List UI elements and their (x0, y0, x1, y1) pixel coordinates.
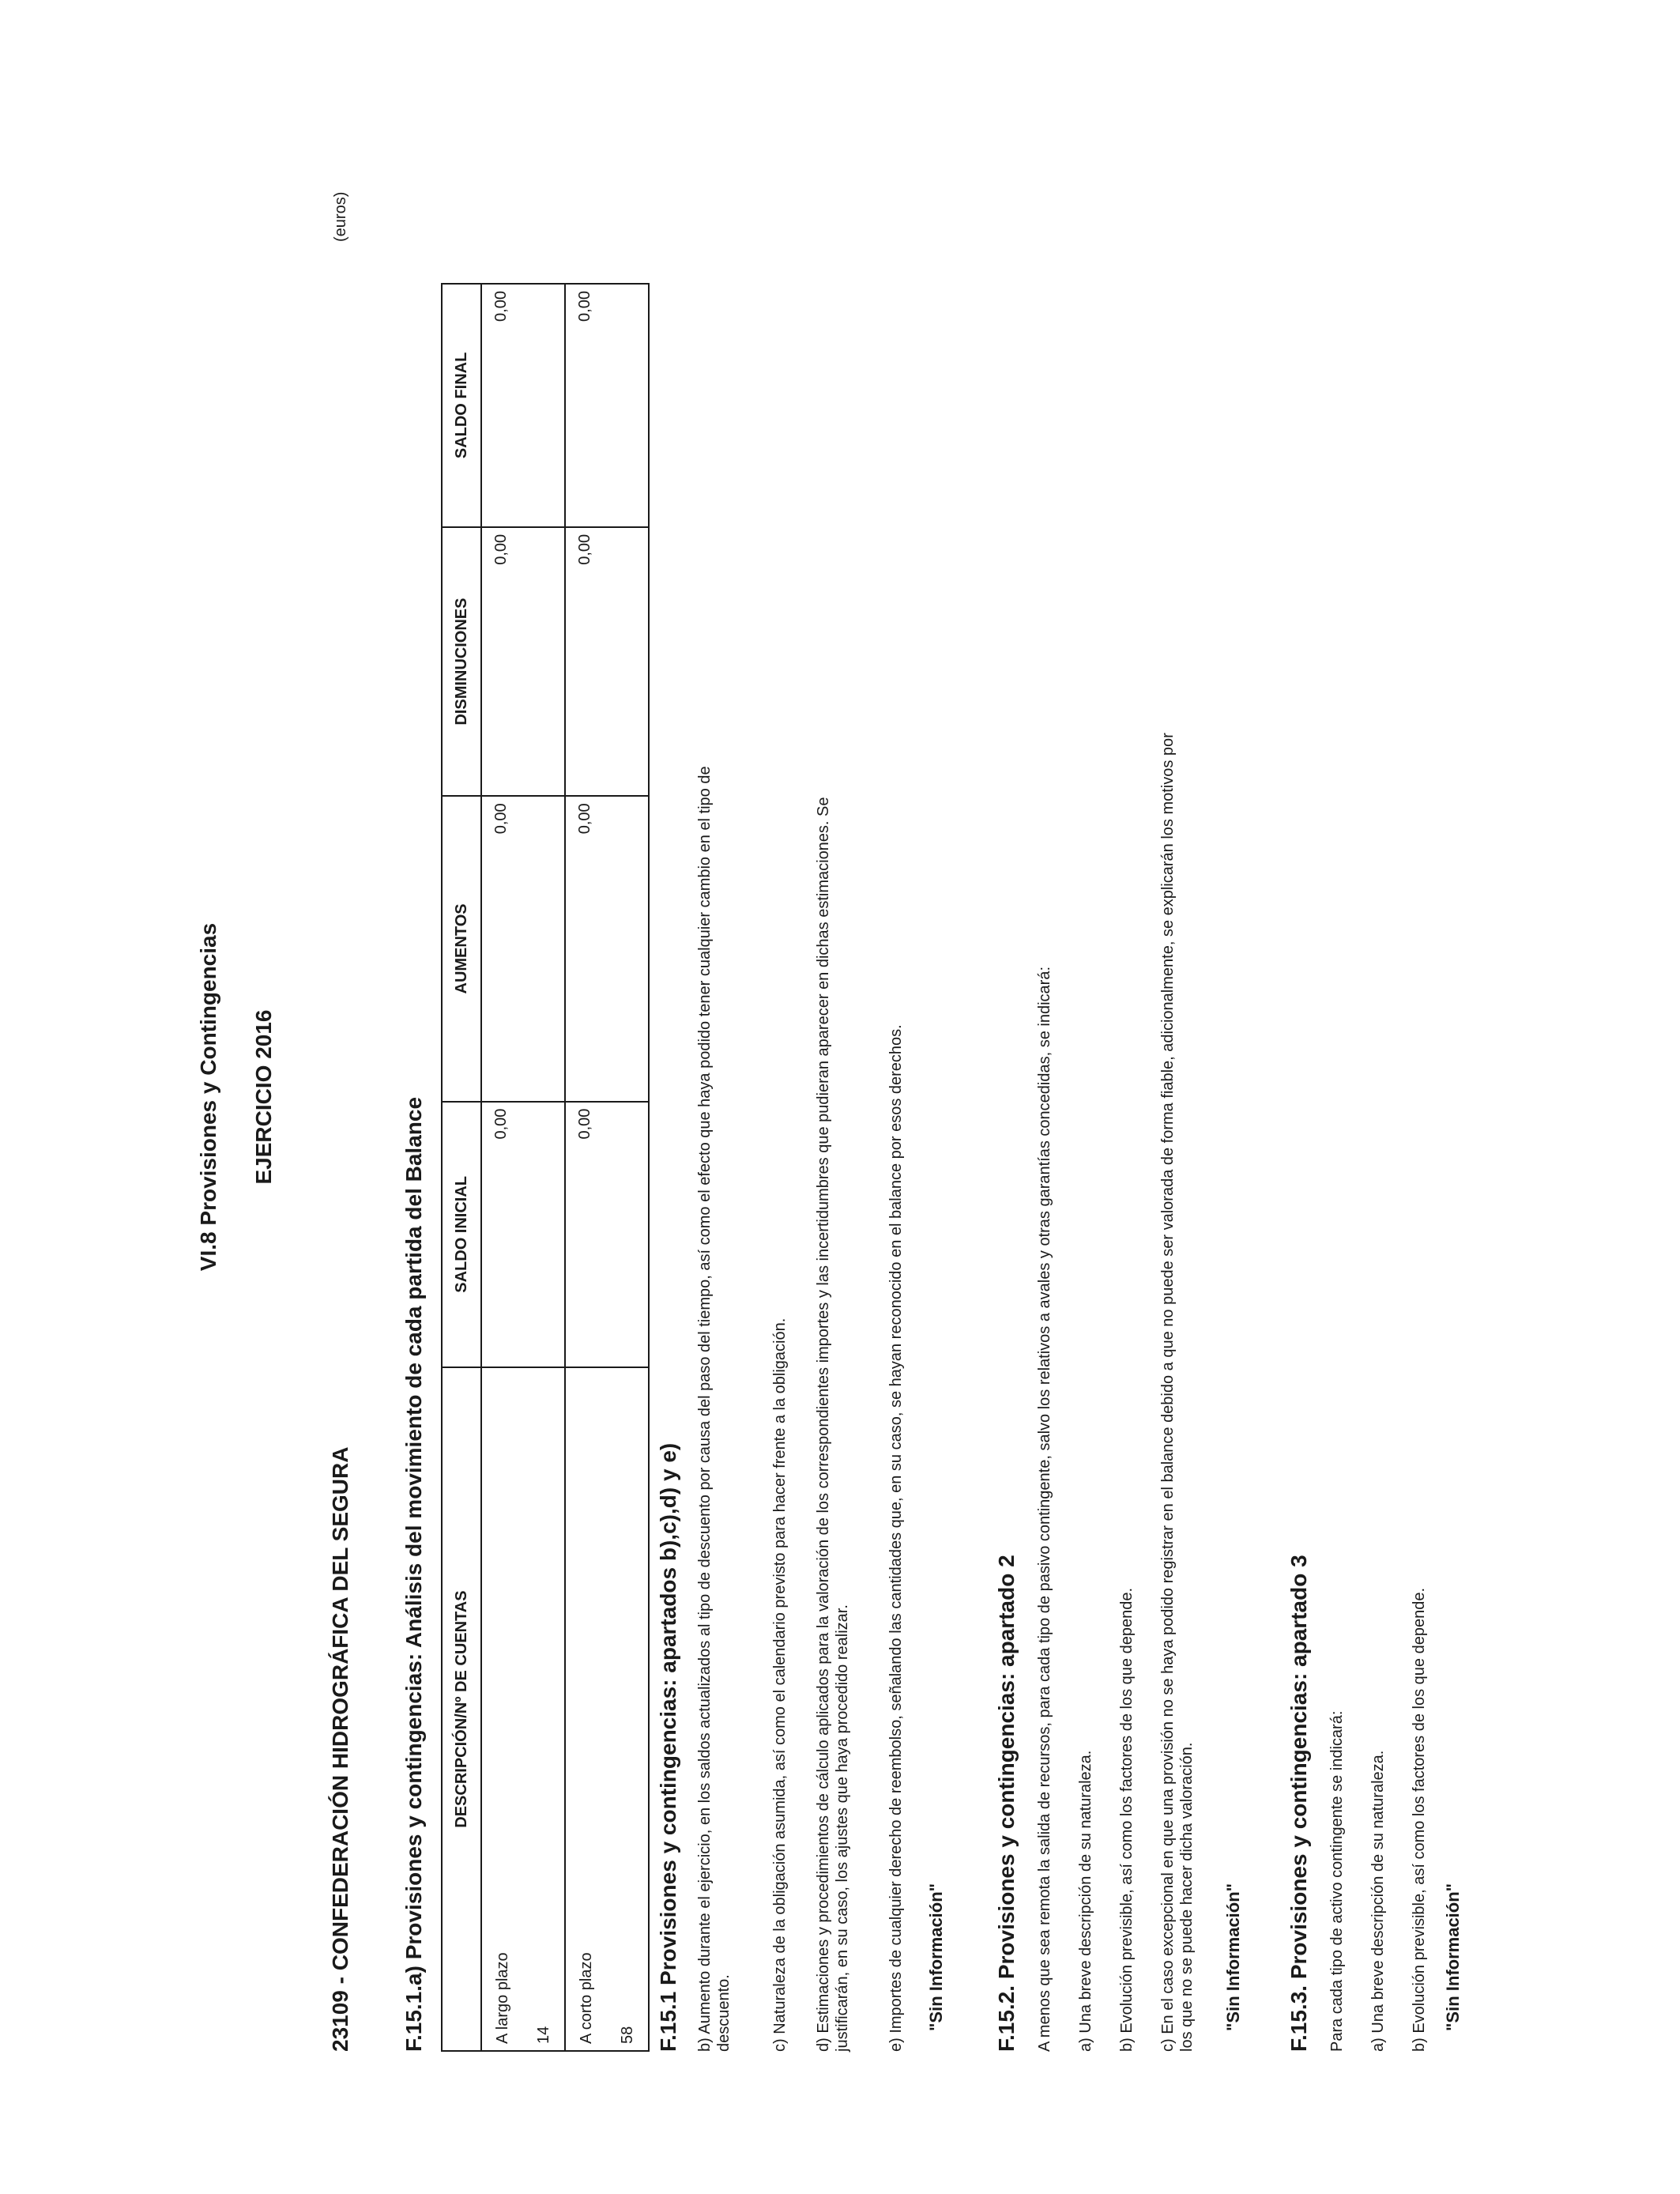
value-aumentos: 0,00 (492, 803, 510, 835)
paragraph-b (695, 345, 733, 2052)
value-saldo-final: 0,00 (492, 291, 510, 322)
paragraph-e: e) Importes de cualquier derecho de reembolso, señalando las cantidades que, en su caso, se hayan reconocido en el balance por esos derechos. (887, 1024, 905, 2052)
paragraph-d-line1: d) Estimaciones y procedimientos de cálculo aplicados para la valoración de los correspondientes importes y las incertidumbres que pudieran aparecer en dichas estimaciones. Se (815, 797, 832, 2052)
no-info-151: "Sin Información" (926, 1883, 946, 2031)
value-aumentos: 0,00 (576, 803, 593, 835)
section-152-b: b) Evolución previsible, así como los factores de los que depende. (1118, 1587, 1136, 2052)
paragraph-b-line2: descuento. (715, 1974, 733, 2052)
paragraph-d-line2: justificarán, en su caso, los ajustes que haya procedido realizar. (834, 1604, 851, 2052)
col-header-aumentos: AUMENTOS (442, 796, 481, 1101)
section-151-title: F.15.1 Provisiones y contingencias: apartados b),c),d) y e) (656, 1442, 680, 2052)
currency-units: (euros) (332, 191, 349, 242)
value-disminuciones: 0,00 (576, 533, 593, 565)
row-description (565, 1367, 649, 2051)
section-153-a: a) Una breve descripción de su naturaleza. (1369, 1750, 1387, 2052)
value-disminuciones: 0,00 (492, 533, 510, 565)
section-152-c (1158, 345, 1196, 2052)
no-info-152: "Sin Información" (1223, 1883, 1243, 2031)
cell-saldo-inicial (481, 1102, 565, 1368)
row-label: A largo plazo (494, 1952, 511, 2044)
fiscal-year: EJERCICIO 2016 (251, 1009, 276, 1185)
col-header-saldo-final: SALDO FINAL (442, 284, 481, 527)
row-accounts: 14 (535, 2026, 552, 2044)
movement-table (441, 283, 650, 2052)
section-153-intro: Para cada tipo de activo contingente se indicará: (1328, 1710, 1346, 2052)
table-row (565, 284, 649, 2051)
section-152-c-line2: los que no se puede hacer dicha valoración. (1178, 1742, 1196, 2052)
row-description (481, 1367, 565, 2051)
section-152-a: a) Una breve descripción de su naturaleza. (1077, 1750, 1094, 2052)
row-accounts: 58 (619, 2026, 636, 2044)
section-153-title: F.15.3. Provisiones y contingencias: apartado 3 (1286, 1555, 1311, 2052)
cell-saldo-final (565, 284, 649, 527)
cell-disminuciones (481, 527, 565, 796)
no-info-153: "Sin Información" (1443, 1883, 1463, 2031)
col-header-saldo-inicial: SALDO INICIAL (442, 1102, 481, 1368)
cell-aumentos (481, 796, 565, 1101)
section-151a-title: F.15.1.a) Provisiones y contingencias: Análisis del movimiento de cada partida del Balance (401, 1096, 426, 2052)
value-saldo-inicial: 0,00 (492, 1108, 510, 1140)
section-152-title: F.15.2. Provisiones y contingencias: apartado 2 (994, 1555, 1019, 2052)
entity-name: 23109 - CONFEDERACIÓN HIDROGRÁFICA DEL SEGURA (328, 1446, 352, 2052)
cell-disminuciones (565, 527, 649, 796)
table-header-row (442, 284, 481, 2051)
paragraph-c: c) Naturaleza de la obligación asumida, así como el calendario previsto para hacer frente a la obligación. (771, 1318, 789, 2052)
paragraph-b-line1: b) Aumento durante el ejercicio, en los saldos actualizados al tipo de descuento por causa del paso del tiempo, así como el efecto que haya podido tener cualquier cambio en el tipo de (696, 766, 714, 2052)
cell-saldo-inicial (565, 1102, 649, 1368)
col-header-disminuciones: DISMINUCIONES (442, 527, 481, 796)
col-header-description: DESCRIPCIÓN/Nº DE CUENTAS (442, 1367, 481, 2051)
paragraph-d (814, 345, 852, 2052)
table-row (481, 284, 565, 2051)
cell-aumentos (565, 796, 649, 1101)
row-label: A corto plazo (578, 1952, 595, 2044)
section-153-b: b) Evolución previsible, así como los factores de los que depende. (1411, 1587, 1428, 2052)
value-saldo-final: 0,00 (576, 291, 593, 322)
section-152-c-line1: c) En el caso excepcional en que una provisión no se haya podido registrar en el balance debido a que no puede ser valorada de forma fiable, adicionalmente, se explicarán los motivos por (1159, 733, 1177, 2052)
page-title: VI.8 Provisiones y Contingencias (196, 922, 220, 1272)
section-152-intro: A menos que sea remota la salida de recursos, para cada tipo de pasivo contingente, salvo los relativos a avales y otras garantías concedidas, se indicará: (1036, 966, 1053, 2052)
value-saldo-inicial: 0,00 (576, 1108, 593, 1140)
cell-saldo-final (481, 284, 565, 527)
